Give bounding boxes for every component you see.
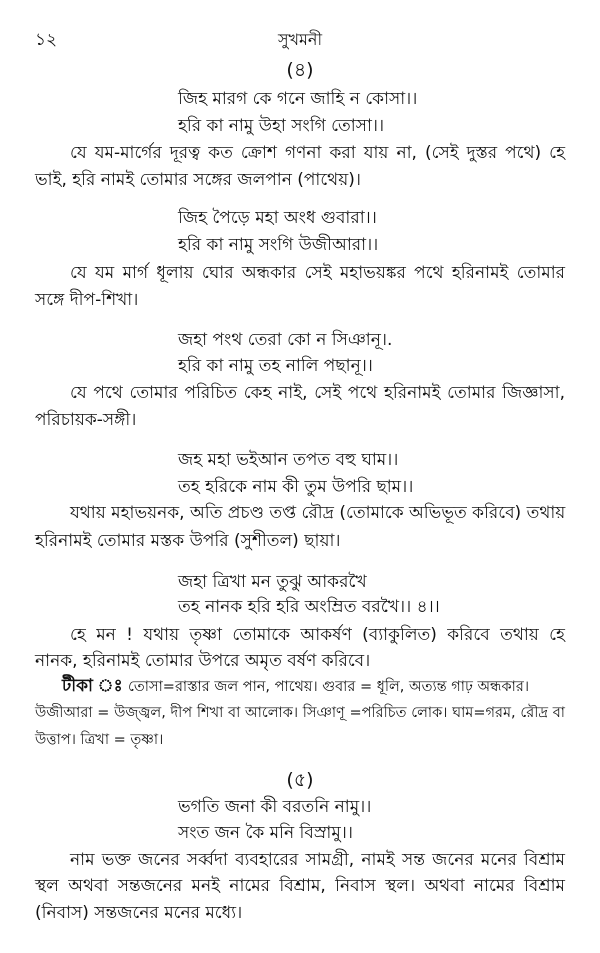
section-number: (৫) bbox=[286, 769, 314, 791]
running-title: সুখমনী bbox=[277, 30, 323, 49]
commentary-line: উত্তাপ। ত্রিখা = তৃষ্ণা। bbox=[35, 732, 164, 748]
prose-line: (নিবাস) সন্তজনের মনের মধ্যে। bbox=[35, 903, 243, 923]
prose-line: হরিনামই তোমার মস্তক উপরি (সুশীতল) ছায়া। bbox=[35, 531, 341, 551]
commentary-line: উজীআরা = উজ্জ্বল, দীপ শিখা বা আলোক। সিঞাণূ =পরিচিত লোক। ঘাম=গরম, রৌদ্র বা bbox=[35, 705, 565, 721]
prose-line: যে পথে তোমার পরিচিত কেহ নাই, সেই পথে হরিনামই তোমার জিজ্ঞাসা, bbox=[70, 383, 565, 403]
prose-line: ভাই, হরি নামই তোমার সঙ্গের জলপান (পাথেয়)। bbox=[35, 170, 361, 190]
prose-line: পরিচায়ক-সঙ্গী। bbox=[35, 410, 137, 430]
verse-line: জহ মহা ভইআন তপত বহু ঘাম।। bbox=[178, 450, 399, 470]
page-number: ১২ bbox=[35, 30, 58, 50]
verse-line: সংত জন কৈ মনি বিস্রামু।। bbox=[178, 823, 353, 843]
prose-line: নাম ভক্ত জনের সর্ব্বদা ব্যবহারের সামগ্রী, নামই সন্ত জনের মনের বিশ্রাম bbox=[70, 850, 565, 870]
commentary-line: তোসা=রাস্তার জল পান, পাথেয়। গুবার = ধূলি, অত্যন্ত গাঢ় অন্ধকার। bbox=[128, 679, 530, 695]
prose-line: যে যম-মার্গের দূরত্ব কত ক্রোশ গণনা করা যায় না, (সেই দুস্তর পথে) হে bbox=[70, 143, 565, 163]
prose-line: যথায় মহাভয়নক, অতি প্রচণ্ড তপ্ত রৌদ্র (তোমাকে অভিভূত করিবে) তথায় bbox=[70, 503, 566, 523]
verse-line: জহা পংথ তেরা কো ন সিঞানূ।. bbox=[178, 330, 393, 350]
verse-line: জিহ মারগ কে গনে জাহি ন কোসা।। bbox=[178, 89, 418, 109]
verse-line: ভগতি জনা কী বরতনি নামু।। bbox=[178, 797, 372, 817]
verse-line: তহ নানক হরি হরি অংম্রিত বরখৈ।। ৪।। bbox=[178, 597, 440, 617]
commentary-first-line bbox=[62, 674, 565, 698]
verse-line: হরি কা নামু সংগি উজীআরা।। bbox=[178, 235, 379, 255]
verse-line: জহা ত্রিখা মন তুঝু আকরখৈ bbox=[178, 572, 367, 592]
verse-line: হরি কা নামু তহ নালি পছানূ।। bbox=[178, 356, 373, 376]
commentary-label: টীকা ঃ bbox=[62, 676, 123, 696]
prose-line: সঙ্গে দীপ-শিখা। bbox=[35, 290, 139, 310]
prose-line: নানক, হরিনামই তোমার উপরে অমৃত বর্ষণ করিবে। bbox=[35, 651, 371, 671]
section-number: (৪) bbox=[286, 59, 314, 81]
verse-line: তহ হরিকে নাম কী তুম উপরি ছাম।। bbox=[178, 477, 414, 497]
verse-line: জিহ পৈড়ে মহা অংধ গুবারা।। bbox=[178, 208, 377, 228]
verse-line: হরি কা নামু উহা সংগি তোসা।। bbox=[178, 116, 385, 136]
prose-line: হে মন ! যথায় তৃষ্ণা তোমাকে আকর্ষণ (ব্যাকুলিত) করিবে তথায় হে bbox=[70, 625, 565, 645]
prose-line: স্থল অথবা সন্তজনের মনই নামের বিশ্রাম, নিবাস স্থল। অথবা নামের বিশ্রাম bbox=[35, 876, 565, 896]
prose-line: যে যম মার্গ ধূলায় ঘোর অন্ধকার সেই মহাভয়ঙ্কর পথে হরিনামই তোমার bbox=[70, 263, 565, 283]
